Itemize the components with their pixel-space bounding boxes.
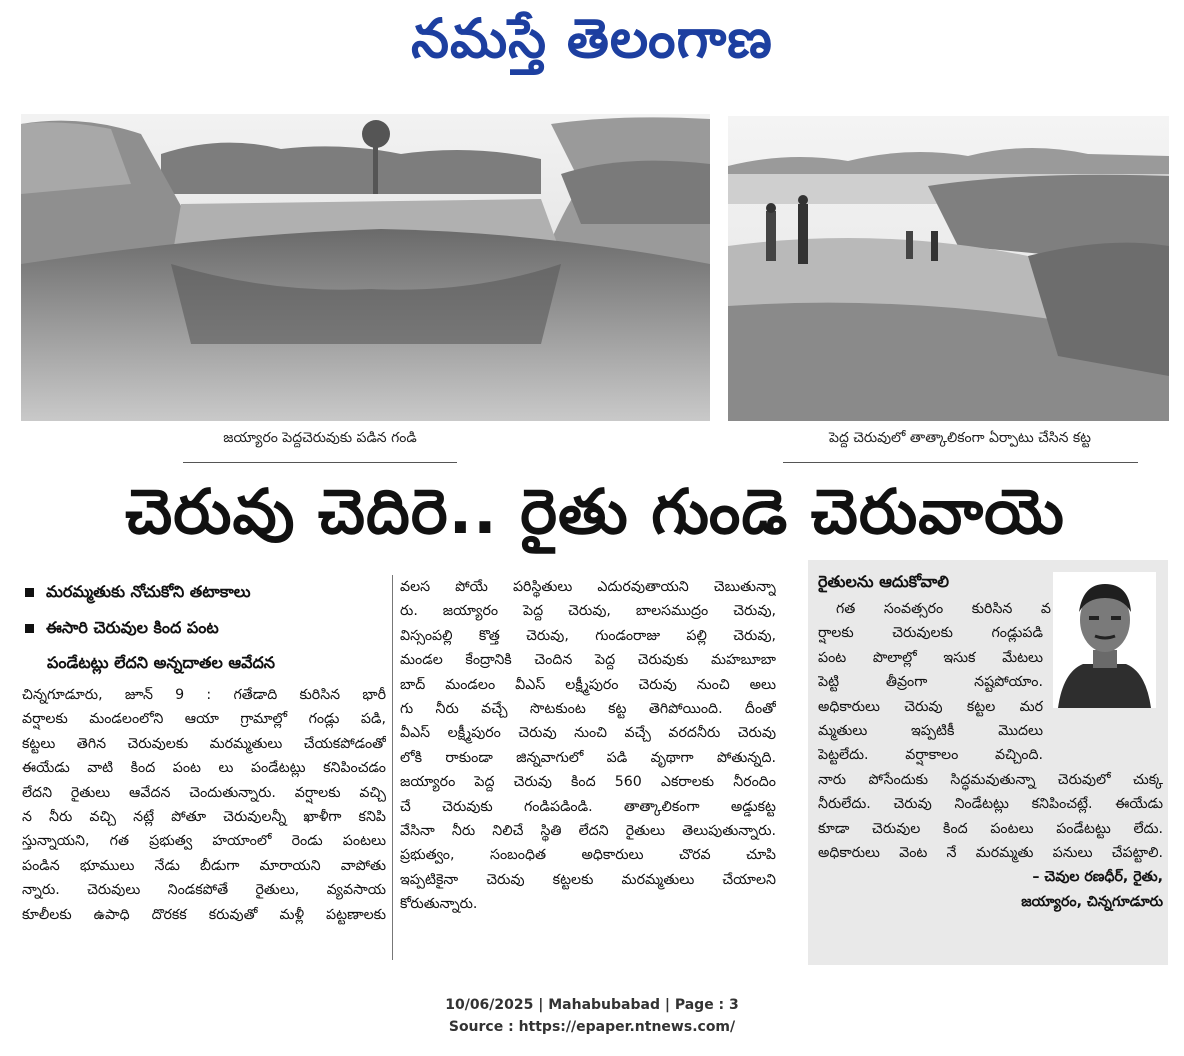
- quote-line: కూడా చెరువుల కింద పంటలు పండేటట్టు లేదు.: [818, 820, 1163, 837]
- quote-line: అధికారులు చెరువు కట్టల మర: [818, 698, 1043, 715]
- photo-caption-left: జయ్యారం పెద్దచెరువుకు పడిన గండి: [223, 430, 417, 446]
- article-line: వీఎస్ లక్ష్మీపురం చెరువు నుంచి వచ్చే వరదనీరు చెరువు: [400, 725, 776, 742]
- article-line: బాద్ మండలం వీఎస్ లక్ష్మీపురం చెరువు నుంచి అలు: [400, 676, 776, 693]
- quote-line: మ్మతులు ఇప్పటికీ మొదలు: [818, 723, 1043, 740]
- article-line: చిన్నగూడూరు, జూన్ 9 : గతేడాది కురిసిన భారీ: [22, 687, 386, 703]
- article-column-2: [400, 575, 776, 917]
- quote-line: గత సంవత్సరం కురిసిన వ: [836, 601, 1051, 617]
- article-line: కూలీలకు ఉపాధి దొరకక కరువుతో మళ్లీ పట్టణాలకు: [22, 906, 386, 923]
- quote-line: పెట్టి తీవ్రంగా నష్టపోయాం.: [818, 674, 1043, 691]
- quote-box-body: [818, 597, 1163, 914]
- bullet-square-icon: [25, 624, 34, 633]
- article-line: కట్టలు తెగిన చెరువులకు మరమ్మతులు చేయకపోడంతో: [22, 735, 386, 752]
- article-line: ఇప్పటికైనా చెరువు కట్టలకు మరమ్మతులు చేయాలని: [400, 871, 776, 888]
- article-line: న్నారు. చెరువులు నిండకపోతే రైతులు, వ్యవసాయ: [22, 882, 386, 899]
- photo-temporary-bund: [728, 116, 1169, 421]
- article-line: కోరుతున్నారు.: [400, 896, 478, 913]
- article-line: జయ్యారం పెద్ద చెరువు కింద 560 ఎకరాలకు నీరందిం: [400, 774, 776, 791]
- quote-line: నీరులేదు. చెరువు నిండేటట్లు కనిపించట్లే. ఈయేడు: [818, 796, 1163, 813]
- footer-source: Source : https://epaper.ntnews.com/: [448, 1019, 736, 1035]
- quote-box-title: రైతులను ఆదుకోవాలి: [818, 572, 949, 591]
- quote-signature-name: – చెవుల రణధీర్, రైతు,: [1032, 869, 1163, 886]
- article-line: ప్రభుత్వం, సంబంధిత అధికారులు చొరవ చూపి: [400, 847, 776, 864]
- article-line: లోకి రాకుండా జిన్నవాగులో పడి వృథాగా పోతున్నది.: [400, 749, 776, 766]
- photo-breached-tank: [21, 114, 710, 421]
- article-line: లేదని రైతులు ఆవేదన చెందుతున్నారు. వర్షాలకు వచ్చి: [22, 784, 386, 801]
- article-line: గు నీరు వచ్చే సొటకుంట కట్ట తెగిపోయింది. దీంతో: [400, 701, 776, 718]
- quote-signature-place: జయ్యారం, చిన్నగూడూరు: [1021, 893, 1163, 910]
- article-line: విస్సంపల్లి కొత్త చెరువు, గుండంరాజు పల్లి చెరువు,: [400, 627, 776, 644]
- column-divider: [392, 575, 393, 960]
- article-line: ఈయేడు వాటి కింద పంట లు పండేటట్లు కనిపించడం: [22, 760, 386, 777]
- masthead-title: నమస్తే తెలంగాణ: [411, 7, 773, 70]
- quote-line: పెట్టలేదు. వర్షాకాలం వచ్చింది.: [818, 747, 1043, 764]
- quote-line: ర్షాలకు చెరువులకు గండ్లుపడి: [818, 625, 1043, 642]
- bullet-point-2: [25, 617, 219, 639]
- article-line: రు. జయ్యారం పెద్ద చెరువు, బాలసముద్రం చెరువు,: [400, 603, 776, 620]
- quote-line: నారు పోసేందుకు సిద్ధమవుతున్నా చెరువులో చుక్క: [818, 771, 1163, 788]
- quote-line: అధికారులు వెంట నే మరమ్మతు పనులు చేపట్టాలి.: [818, 845, 1163, 862]
- article-line: వర్షాలకు మండలంలోని ఆయా గ్రామాల్లో గండ్లు పడి,: [22, 711, 386, 728]
- bullet-text-2: ఈసారి చెరువుల కింద పంట: [46, 618, 219, 637]
- footer-date-page: 10/06/2025 | Mahabubabad | Page : 3: [445, 997, 739, 1013]
- bullet-text-2-continued: పండేటట్లు లేదని అన్నదాతల ఆవేదన: [47, 653, 276, 672]
- bullet-point-1: [25, 581, 251, 603]
- photo-caption-right: పెద్ద చెరువులో తాత్కాలికంగా ఏర్పాటు చేసిన కట్ట: [829, 430, 1091, 446]
- article-column-1: [22, 683, 386, 927]
- article-line: చే చెరువుకు గండిపడిండి. తాత్కాలికంగా అడ్డుకట్ట: [400, 798, 776, 815]
- quote-line: పంట పొలాల్లో ఇసుక మేటలు: [818, 649, 1043, 666]
- bullet-text-1: మరమ్మతుకు నోచుకోని తటాకాలు: [46, 582, 251, 601]
- article-line: స్తున్నాయని, గత ప్రభుత్వ హయాంలో రెండు పంటలు: [22, 833, 386, 850]
- article-line: వేసినా నీరు నిలిచే స్థితి లేదని రైతులు తెలుపుతున్నారు.: [400, 823, 776, 840]
- article-line: పండిన భూములు నేడు బీడుగా మారాయని వాపోతు: [22, 857, 386, 874]
- headline: చెరువు చెదిరె.. రైతు గుండె చెరువాయె: [125, 475, 1065, 548]
- caption-rule-right: [783, 462, 1138, 463]
- article-line: న నీరు వచ్చి నట్లే పోతూ చెరువులన్నీ ఖాళీగా కనిపి: [22, 809, 386, 826]
- caption-rule-left: [183, 462, 457, 463]
- article-line: మండల కేంద్రానికి చెందిన పెద్ద చెరువుకు మహబూబా: [400, 652, 776, 669]
- bullet-square-icon: [25, 588, 34, 597]
- article-line: వలస పోయే పరిస్థితులు ఎదురవుతాయని చెబుతున్నా: [400, 579, 776, 595]
